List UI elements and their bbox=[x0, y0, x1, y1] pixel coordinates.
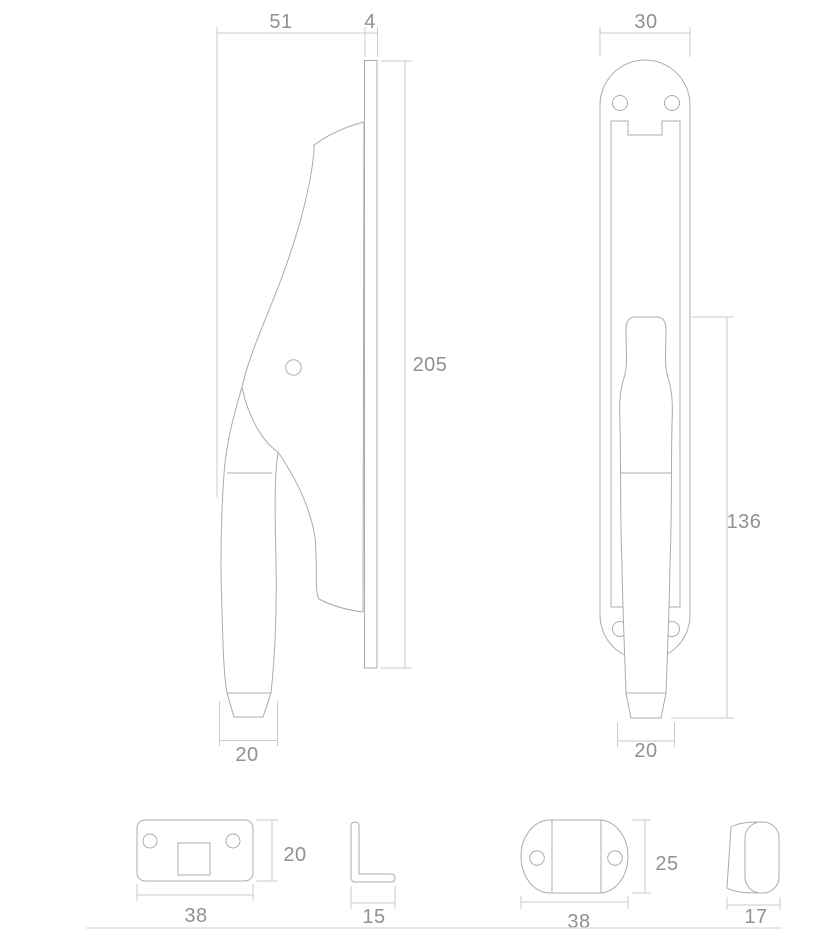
handle-front-view bbox=[600, 11, 761, 762]
keeper-oval-outline bbox=[521, 820, 628, 893]
front-view-handle-outline bbox=[620, 317, 673, 718]
dim-label-keeper-depth: 17 bbox=[744, 906, 768, 928]
dim-label-keeper-width: 38 bbox=[567, 911, 591, 933]
keeper-side-lobe bbox=[745, 822, 779, 893]
dim-label-plate-thickness: 4 bbox=[364, 11, 376, 33]
strike-plate-side-view bbox=[351, 822, 395, 928]
dim-label-front-width: 30 bbox=[634, 11, 658, 33]
handle-side-view bbox=[217, 11, 447, 766]
dim-label-side-height: 205 bbox=[412, 354, 448, 376]
dim-label-keeper-height: 25 bbox=[655, 853, 679, 875]
strike-plate-top-view bbox=[137, 820, 307, 927]
dim-label-handle-length: 136 bbox=[726, 511, 762, 533]
dim-lines-side-height bbox=[381, 61, 412, 668]
dim-label-front-grip-width: 20 bbox=[634, 740, 658, 762]
dim-label-side-width: 51 bbox=[269, 11, 293, 33]
dim-label-strike-depth: 15 bbox=[362, 906, 386, 928]
strike-plate-outline bbox=[137, 820, 253, 881]
l-profile-outline bbox=[351, 822, 395, 882]
side-view-plate bbox=[365, 61, 378, 669]
dim-label-strike-height: 20 bbox=[283, 844, 307, 866]
side-view-handle-outline bbox=[221, 122, 364, 717]
dim-label-side-grip-width: 20 bbox=[235, 744, 259, 766]
keeper-top-view bbox=[521, 820, 679, 933]
dim-label-strike-width: 38 bbox=[184, 905, 208, 927]
keeper-side-view bbox=[727, 822, 780, 928]
